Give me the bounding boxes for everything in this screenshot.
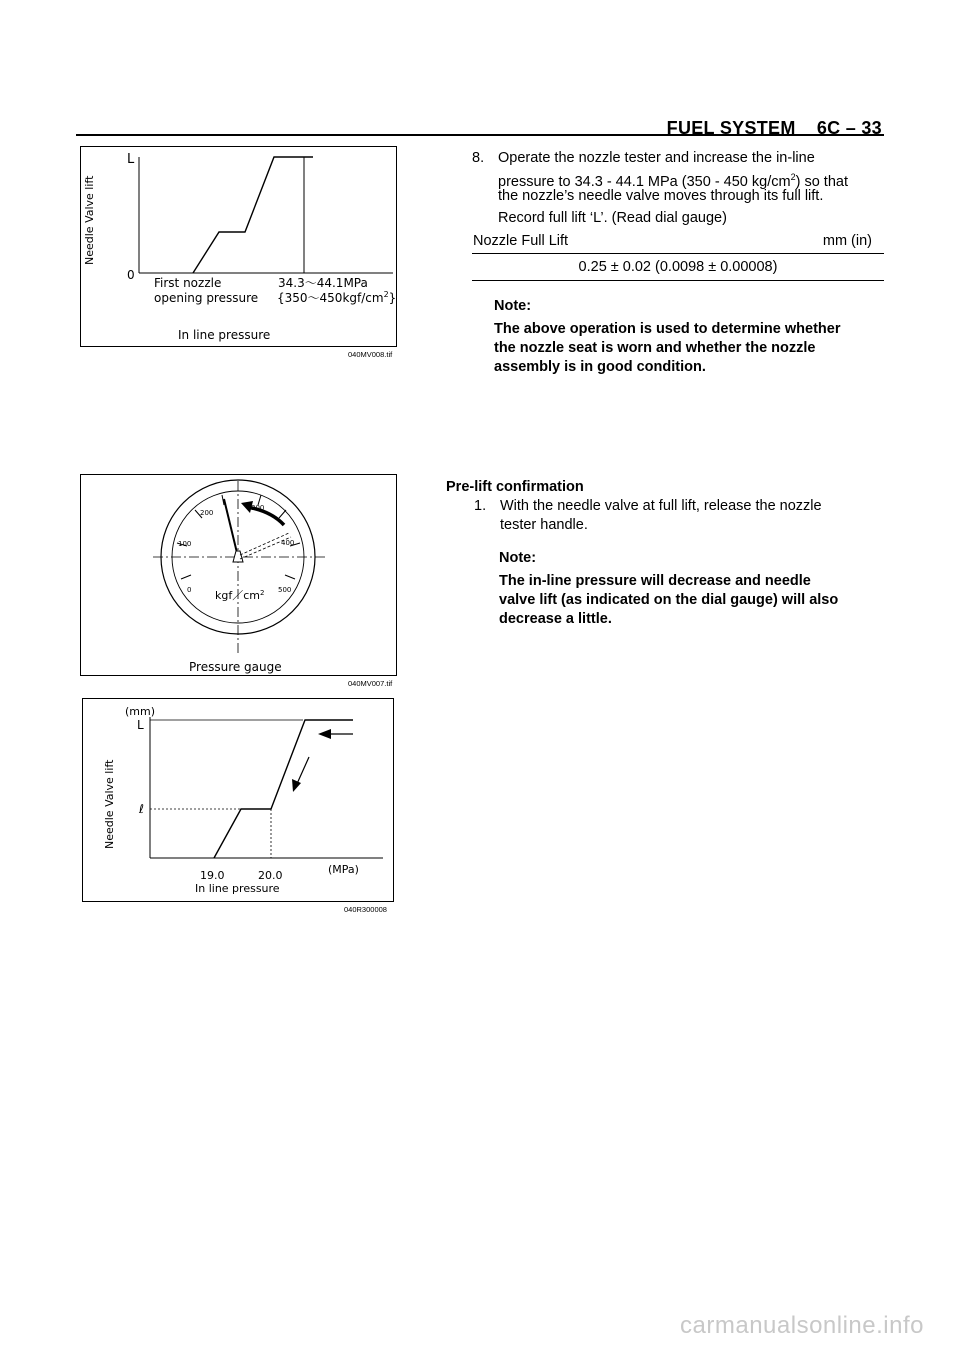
header-rule	[76, 134, 884, 136]
step-8-line-4: Record full lift ‘L’. (Read dial gauge)	[498, 210, 727, 226]
lift-graph-svg	[81, 147, 396, 346]
prelift-step-line-2: tester handle.	[500, 517, 588, 533]
note-1-line-2: the nozzle seat is worn and whether the nozzle	[494, 340, 816, 356]
range-mpa-label: 34.3～44.1MPa	[278, 276, 368, 290]
note-2-line-3: decrease a little.	[499, 611, 612, 627]
note-2-line-2: valve lift (as indicated on the dial gauge) will also	[499, 592, 839, 608]
spec-table-header	[472, 231, 884, 254]
gauge-tick-200: 200	[200, 509, 214, 517]
pressure-gauge-svg	[81, 475, 396, 675]
y-unit-label: (mm)	[125, 705, 156, 718]
step-number-8: 8.	[472, 150, 485, 166]
l-label: L	[127, 152, 135, 167]
opening-pressure-label: opening pressure	[154, 291, 259, 305]
section-title: FUEL SYSTEM 6C – 33	[666, 118, 882, 138]
gauge-tick-100: 100	[178, 540, 192, 548]
figure-caption-3: 040R300008	[344, 905, 387, 914]
spec-value: 0.25 ± 0.02 (0.0098 ± 0.00008)	[578, 259, 778, 275]
figure-lift-graph	[80, 146, 397, 347]
gauge-unit: $kgf/cm^2$	[215, 589, 265, 602]
gauge-label: Pressure gauge	[189, 660, 282, 674]
figure-pressure-gauge	[80, 474, 397, 676]
spec-column-unit: mm (in)	[822, 233, 872, 249]
prelift-step-number: 1.	[474, 498, 487, 514]
x-axis-label: In line pressure	[178, 328, 271, 342]
gauge-tick-300: 300	[251, 504, 265, 512]
step-8-line-2: pressure to 34.3 - 44.1 MPa (350 - 450 $kg/cm^2$) so that	[498, 172, 848, 190]
step-8-line-1: Operate the nozzle tester and increase the in-line	[498, 150, 815, 166]
prelift-title: Pre-lift confirmation	[446, 479, 584, 495]
watermark: carmanualsonline.info	[680, 1312, 924, 1339]
range-kgf-label: $\{350\sim 450kgf/cm^2\}$	[277, 290, 396, 305]
gauge-tick-400: 400	[281, 539, 295, 547]
gauge-direction-arrow	[247, 507, 284, 525]
spec-column-item: Nozzle Full Lift	[473, 233, 569, 249]
figure-prelift-graph	[82, 698, 394, 902]
y-axis-label-2: Needle Valve lift	[103, 759, 116, 849]
gauge-tick-0: 0	[187, 586, 192, 594]
spec-table-row	[472, 254, 884, 281]
prelift-curve	[214, 720, 353, 858]
gauge-needle	[224, 499, 238, 557]
l-label-2: L	[137, 718, 144, 732]
x-tick-19: 19.0	[200, 869, 225, 882]
step-8-line-3: the nozzle’s needle valve moves through its full lift.	[498, 188, 824, 204]
zero-label: 0	[127, 268, 135, 282]
x-tick-20: 20.0	[258, 869, 283, 882]
prelift-step-line-1: With the needle valve at full lift, release the nozzle	[500, 498, 822, 514]
figure-caption-1: 040MV008.tif	[348, 350, 393, 359]
spec-table	[472, 231, 884, 283]
note-2-title: Note:	[499, 550, 537, 566]
x-unit-label: (MPa)	[328, 863, 359, 876]
gauge-tick-500: 500	[278, 586, 292, 594]
first-nozzle-label: First nozzle	[154, 276, 222, 290]
note-1-line-1: The above operation is used to determine whether	[494, 321, 841, 337]
y-axis-label: Needle Valve lift	[83, 175, 96, 265]
note-2-line-1: The in-line pressure will decrease and needle	[499, 573, 811, 589]
prelift-mark: ℓ	[139, 802, 144, 816]
note-1-title: Note:	[494, 298, 532, 314]
note-1-line-3: assembly is in good condition.	[494, 359, 706, 375]
figure-caption-2: 040MV007.tif	[348, 679, 393, 688]
x-axis-label-2: In line pressure	[195, 882, 280, 895]
lift-curve	[193, 157, 313, 273]
prelift-graph-svg	[83, 699, 393, 901]
